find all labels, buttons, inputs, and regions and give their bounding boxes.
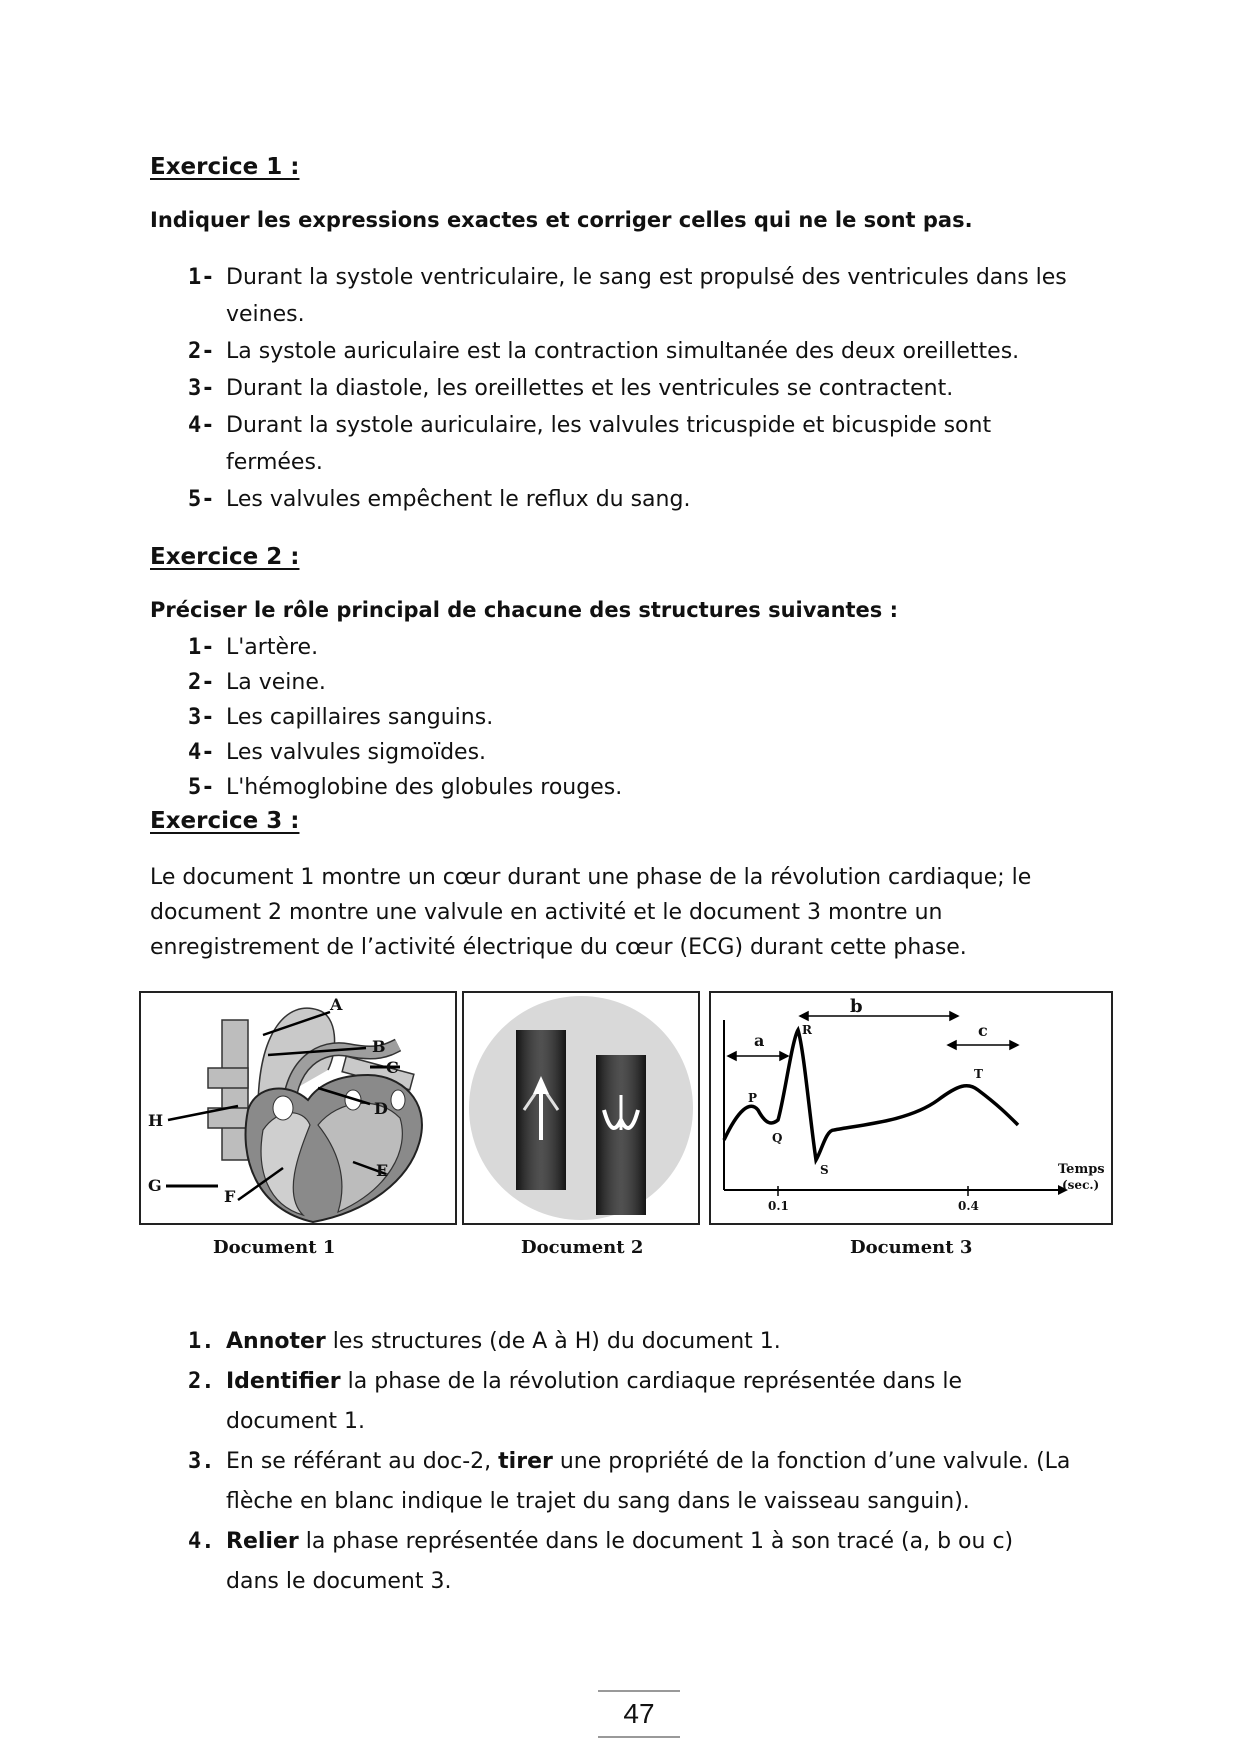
list-item: 3- Durant la diastole, les oreillettes et les ventricules se contractent. [188,376,954,401]
label-a: A [330,995,343,1014]
question-item: 3. En se référant au doc-2, tirer une propriété de la fonction d’une valvule. (La flèche en blanc indique le trajet du sang dans le vaisseau sanguin). [188,1449,1071,1514]
exercise-2-title: Exercice 2 : [150,544,300,570]
wave-t: T [974,1067,983,1081]
list-item: 1- Durant la systole ventriculaire, le sang est propulsé des ventricules dans les veines. [188,265,1067,327]
interval-a: a [754,1031,765,1050]
wave-p: P [748,1091,758,1105]
label-d: D [374,1099,388,1118]
wave-r: R [802,1023,812,1037]
list-item: 5- Les valvules empêchent le reflux du sang. [188,487,691,512]
document-1-caption: Document 1 [213,1237,336,1258]
figure-svg [138,990,1118,1260]
list-item: 2- La veine. [188,670,326,695]
exercise-2-instruction: Préciser le rôle principal de chacune des structures suivantes : [150,598,899,622]
tick-label: 0.1 [768,1199,789,1213]
label-g: G [148,1176,162,1195]
interval-c: c [978,1021,988,1040]
exercise-3-figure [138,990,1118,1260]
interval-b: b [850,996,863,1017]
exercise-1-title: Exercice 1 : [150,154,300,180]
exercise-2-list [188,630,1088,805]
label-b: B [372,1037,386,1056]
list-item: 4- Durant la systole auriculaire, les valvules tricuspide et bicuspide sont fermées. [188,413,992,475]
page-number: 47 [623,1698,655,1729]
exercise-3-questions [188,1322,1088,1602]
label-e: E [376,1161,389,1180]
question-item: 2. Identifier la phase de la révolution cardiaque représentée dans le document 1. [188,1369,962,1434]
document-1-heart [140,992,456,1224]
list-item: 5- L'hémoglobine des globules rouges. [188,775,623,800]
exercise-3-paragraph: Le document 1 montre un cœur durant une phase de la révolution cardiaque; le document 2 montre une valvule en activité et le document 3 montre un enregistrement de l’activité électrique du cœur (ECG) durant cette phase. [150,865,1032,960]
list-item: 1- L'artère. [188,635,319,660]
label-c: C [386,1058,399,1077]
label-f: F [224,1187,236,1206]
tick-label: 0.4 [958,1199,979,1213]
document-3-caption: Document 3 [850,1237,973,1258]
question-item: 4. Relier la phase représentée dans le document 1 à son tracé (a, b ou c) dans le document 3. [188,1529,1014,1594]
exercise-3-title: Exercice 3 : [150,808,300,834]
list-item: 4- Les valvules sigmoïdes. [188,740,487,765]
document-3-ecg [710,992,1112,1224]
wave-s: S [820,1163,829,1177]
axis-label-time: Temps [1058,1162,1105,1177]
list-item: 3- Les capillaires sanguins. [188,705,494,730]
divider [598,1736,680,1738]
question-item: 1. Annoter les structures (de A à H) du document 1. [188,1329,781,1354]
list-item: 2- La systole auriculaire est la contraction simultanée des deux oreillettes. [188,339,1020,364]
page-number-block [598,1690,680,1738]
document-2-caption: Document 2 [521,1237,644,1258]
wave-q: Q [772,1131,783,1145]
axis-label-unit: (sec.) [1062,1178,1100,1192]
document-2-valves [463,992,699,1224]
exercise-1-list [188,259,1108,518]
label-h: H [148,1111,164,1130]
exercise-1-instruction: Indiquer les expressions exactes et corriger celles qui ne le sont pas. [150,208,973,232]
